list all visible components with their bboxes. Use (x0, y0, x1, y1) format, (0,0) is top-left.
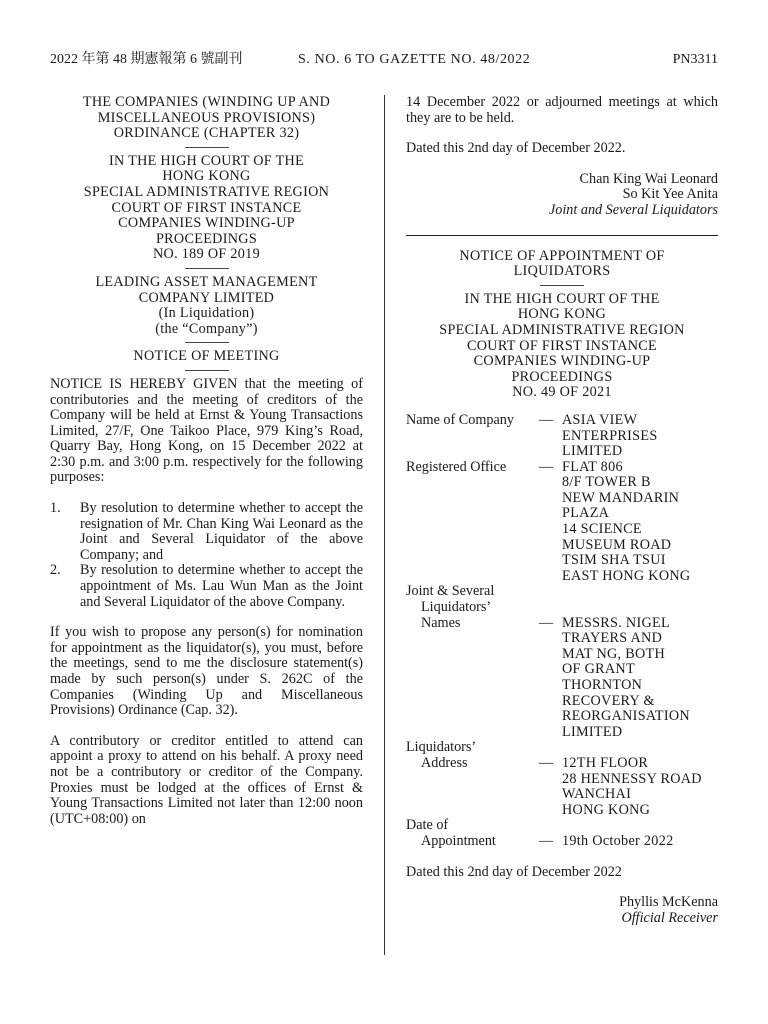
signature-block (406, 895, 718, 926)
row-label: Registered Office (406, 458, 507, 475)
notice-of-appointment (406, 249, 718, 927)
gazette-header (50, 52, 718, 70)
heading-line: IN THE HIGH COURT OF THE (464, 290, 660, 307)
heading-line: PROCEEDINGS (511, 368, 613, 385)
dash: — (539, 754, 554, 771)
row-label: Name of Company (406, 411, 514, 428)
list-item-number: 2. (50, 562, 61, 579)
column-divider (384, 95, 385, 955)
list-item (50, 563, 363, 610)
divider (185, 342, 229, 343)
heading-line: (the “Company”) (155, 320, 258, 337)
heading-line: SPECIAL ADMINISTRATIVE REGION (439, 321, 685, 338)
signatory-role: Official Receiver (621, 909, 718, 926)
table-row (406, 413, 718, 460)
row-label: Joint & Several Liquidators’ Names (406, 583, 495, 631)
heading-line: (In Liquidation) (158, 305, 255, 322)
signatory-role: Joint and Several Liquidators (548, 201, 718, 218)
appointment-title (406, 249, 718, 280)
heading-line: HONG KONG (517, 306, 607, 323)
table-row (406, 740, 718, 818)
heading-line: SPECIAL ADMINISTRATIVE REGION (83, 183, 330, 200)
case-number: NO. 189 OF 2019 (153, 246, 260, 263)
heading-line: LEADING ASSET MANAGEMENT (95, 273, 318, 290)
row-label: Date of Appointment (406, 817, 496, 849)
dated-line: Dated this 2nd day of December 2022 (406, 863, 622, 880)
header-gazette-number: S. NO. 6 TO GAZETTE NO. 48/2022 (298, 52, 531, 67)
row-value: ASIA VIEW ENTERPRISES LIMITED (562, 411, 658, 460)
heading-line: MISCELLANEOUS PROVISIONS) (97, 109, 316, 126)
heading-line: LIQUIDATORS (513, 263, 611, 280)
company-heading (50, 275, 363, 337)
appointment-details-table (406, 413, 718, 850)
signature-block (406, 172, 718, 219)
signatory-name: So Kit Yee Anita (622, 186, 718, 203)
list-item-text: By resolution to determine whether to accept the appointment of Ms. Lau Wun Man as the Joint and Several Liquidator of the above Company. (80, 562, 363, 610)
dash: — (539, 411, 554, 428)
court-heading (50, 154, 363, 263)
divider (185, 147, 229, 148)
header-page-number: PN3311 (672, 52, 718, 67)
table-row (406, 818, 718, 849)
heading-line: HONG KONG (162, 168, 251, 185)
row-label: Liquidators’ Address (406, 739, 477, 771)
heading-line: COMPANIES WINDING-UP (118, 215, 295, 232)
heading-line: IN THE HIGH COURT OF THE (108, 152, 305, 169)
purposes-list (50, 501, 363, 610)
heading-line: COURT OF FIRST INSTANCE (111, 199, 302, 216)
notice-intro-paragraph: NOTICE IS HEREBY GIVEN that the meeting of contributories and the meeting of creditors of the Company will be held at Ernst & Young Transactions Limited, 27/F, One Taikoo Place, 979 King’s Road, Quarry Bay, Hong Kong, on 15 December 2022 at 2:30 p.m. and 3:00 p.m. respectively for the following purposes: (50, 375, 363, 486)
notice-of-meeting (50, 95, 363, 827)
heading-line: COMPANY LIMITED (138, 289, 275, 306)
right-column (406, 95, 718, 926)
row-value: 19th October 2022 (562, 832, 674, 849)
signatory-name: Phyllis McKenna (619, 894, 718, 911)
list-item (50, 501, 363, 563)
ordinance-heading (50, 95, 363, 142)
dash: — (539, 458, 554, 475)
row-value: MESSRS. NIGEL TRAYERS AND MAT NG, BOTH OF GRANT THORNTON RECOVERY & REORGANISATION LIMITED (562, 614, 690, 740)
header-chinese-issue: 2022 年第 48 期憲報第 6 號副刊 (50, 52, 243, 67)
notice-separator (406, 235, 718, 236)
heading-line: COMPANIES WINDING-UP (473, 353, 651, 370)
proxy-paragraph: A contributory or creditor entitled to attend can appoint a proxy to attend on his behalf. A proxy need not be a contributory or creditor of the Company. Proxies must be lodged at the offices of Ernst & Young Transactions Limited not later than 12:00 noon (UTC+08:00) on (50, 732, 363, 827)
proxy-paragraph-continued: 14 December 2022 or adjourned meetings at which they are to be held. (406, 94, 718, 126)
court-heading (406, 292, 718, 401)
nomination-paragraph: If you wish to propose any person(s) for nomination for appointment as the liquidator(s), you must, before the meetings, send to me the disclosure statement(s) made by such person(s) under S. 262C of the Companies (Winding Up and Miscellaneous Provisions) Ordinance (Cap. 32). (50, 624, 363, 719)
divider (540, 285, 584, 286)
signatory-name: Chan King Wai Leonard (579, 170, 718, 187)
table-row (406, 460, 718, 585)
notice-title: NOTICE OF MEETING (133, 348, 280, 365)
table-row (406, 584, 718, 740)
list-item-text: By resolution to determine whether to accept the resignation of Mr. Chan King Wai Leonard as the Joint and Several Liquidator of the above Company; and (80, 500, 363, 563)
divider (185, 268, 229, 269)
list-item-number: 1. (50, 500, 61, 517)
heading-line: ORDINANCE (CHAPTER 32) (113, 125, 300, 142)
dated-line: Dated this 2nd day of December 2022. (406, 140, 626, 157)
heading-line: THE COMPANIES (WINDING UP AND (82, 94, 331, 110)
divider (185, 370, 229, 371)
case-number: NO. 49 OF 2021 (512, 384, 612, 401)
heading-line: PROCEEDINGS (155, 230, 258, 247)
heading-line: COURT OF FIRST INSTANCE (466, 337, 658, 354)
dash: — (539, 614, 554, 631)
dash: — (539, 832, 554, 849)
row-value: FLAT 806 8/F TOWER B NEW MANDARIN PLAZA 14 SCIENCE MUSEUM ROAD TSIM SHA TSUI EAST HONG KONG (562, 458, 691, 584)
row-value: 12TH FLOOR 28 HENNESSY ROAD WANCHAI HONG KONG (562, 754, 702, 818)
heading-line: NOTICE OF APPOINTMENT OF (459, 247, 665, 264)
